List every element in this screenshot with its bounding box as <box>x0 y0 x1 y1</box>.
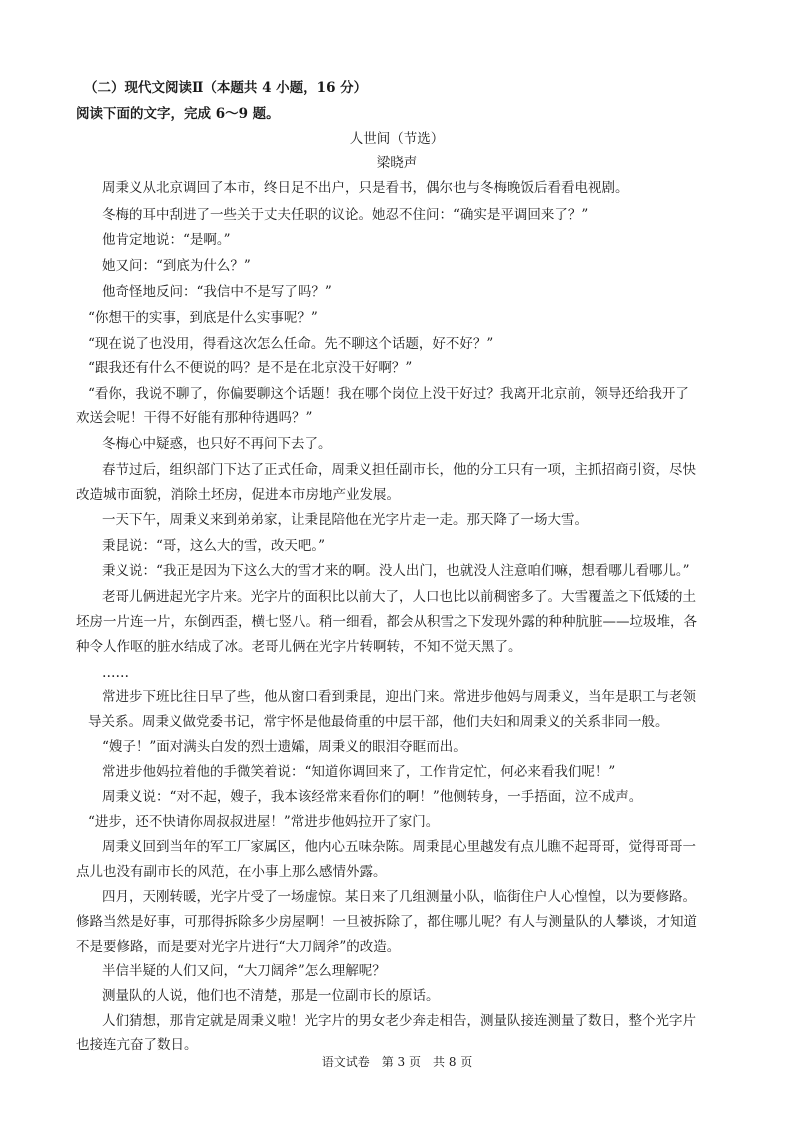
passage-line: 一天下午，周秉义来到弟弟家，让秉昆陪他在光字片走一走。那天降了一场大雪。 <box>102 512 588 528</box>
passage-line: 周秉义从北京调回了本市，终日足不出户，只是看书，偶尔也与冬梅晚饭后看看电视剧。 <box>102 180 629 196</box>
passage-line: 不是要修路，而是要对光字片进行“大刀阔斧”的改造。 <box>76 939 401 955</box>
passage-line: 常进步他妈拉着他的手微笑着说：“知道你调回来了，工作肯定忙，何必来看我们呢！” <box>102 764 616 780</box>
passage-line: 种令人作呕的脏水结成了冰。老哥儿俩在光字片转啊转，不知不觉天黑了。 <box>76 639 522 655</box>
passage-line: “进步，还不快请你周叔叔进屋！”常进步他妈拉开了家门。 <box>88 814 440 830</box>
page-footer: 语文试卷 第 3 页 共 8 页 <box>321 1055 473 1069</box>
passage-line: 冬梅的耳中刮进了一些关于丈夫任职的议论。她忍不住问：“确实是平调回来了？” <box>102 207 589 223</box>
section-heading: （二）现代文阅读Ⅱ（本题共 4 小题，16 分） <box>84 80 368 96</box>
passage-line: 导关系。周秉义做党委书记，常宇怀是他最倚重的中层干部，他们夫妇和周秉义的关系非同一般。 <box>88 714 669 730</box>
passage-line: 周秉义回到当年的军工厂家属区，他内心五味杂陈。周秉昆心里越发有点儿瞧不起哥哥，觉得哥哥一 <box>102 839 696 855</box>
passage-title: 人世间（节选） <box>349 131 445 147</box>
passage-line: 秉昆说：“哥，这么大的雪，改天吧。” <box>102 538 326 554</box>
passage-line: 修路当然是好事，可那得拆除多少房屋啊！一旦被拆除了，都住哪儿呢？有人与测量队的人攀谈，才知道 <box>76 914 697 930</box>
passage-line: “看你，我说不聊了，你偏要聊这个话题！我在哪个岗位上没干好过？我离开北京前，领导还给我开了 <box>88 386 689 402</box>
passage-line: “嫂子！”面对满头白发的烈士遗孀，周秉义的眼泪夺眶而出。 <box>102 739 467 755</box>
passage-line: 也接连亢奋了数日。 <box>76 1037 198 1053</box>
passage-line: 冬梅心中疑惑，也只好不再问下去了。 <box>102 436 332 452</box>
passage-line: 点儿也没有副市长的风范，在小事上那么感情外露。 <box>76 864 387 880</box>
passage-line: 她又问：“到底为什么？” <box>102 258 251 274</box>
passage-line: “现在说了也没用，得看这次怎么任命。先不聊这个话题，好不好？” <box>88 336 494 352</box>
passage-line: “跟我还有什么不便说的吗？是不是在北京没干好啊？” <box>88 360 413 376</box>
passage-line: 欢送会呢！干得不好能有那种待遇吗？” <box>76 410 313 426</box>
passage-line: 周秉义说：“对不起，嫂子，我本该经常来看你们的啊！”他侧转身，一手捂面，泣不成声。 <box>102 789 643 805</box>
passage-line: …… <box>102 665 129 681</box>
passage-line: 春节过后，组织部门下达了正式任命，周秉义担任副市长，他的分工只有一项，主抓招商引资，尽快 <box>102 462 696 478</box>
passage-line: 他肯定地说：“是啊。” <box>102 232 231 248</box>
passage-line: 坯房一片连一片，东倒西歪，横七竖八。稍一细看，都会从积雪之下发现外露的种种肮脏——垃圾堆，各 <box>76 614 697 630</box>
passage-line: “你想干的实事，到底是什么实事呢？” <box>88 310 318 326</box>
passage-line: 秉义说：“我正是因为下这么大的雪才来的啊。没人出门，也就没人注意咱们嘛，想看哪儿看哪儿。” <box>102 563 690 579</box>
passage-line: 四月，天刚转暖，光字片受了一场虚惊。某日来了几组测量小队，临街住户人心惶惶，以为要修路。 <box>102 889 696 905</box>
passage-author: 梁晓声 <box>376 155 418 171</box>
passage-line: 测量队的人说，他们也不清楚，那是一位副市长的原话。 <box>102 988 440 1004</box>
passage-line: 常进步下班比往日早了些，他从窗口看到秉昆，迎出门来。常进步他妈与周秉义，当年是职工与老领 <box>102 689 696 705</box>
passage-line: 他奇怪地反问：“我信中不是写了吗？” <box>102 284 332 300</box>
passage-line: 人们猜想，那肯定就是周秉义啦！光字片的男女老少奔走相告，测量队接连测量了数日，整个光字片 <box>102 1013 696 1029</box>
passage-line: 半信半疑的人们又问，“大刀阔斧”怎么理解呢？ <box>102 963 386 979</box>
passage-line: 老哥儿俩进起光字片来。光字片的面积比以前大了，人口也比以前稠密多了。大雪覆盖之下低矮的土 <box>102 589 696 605</box>
instruction-text: 阅读下面的文字，完成 6～9 题。 <box>76 106 280 122</box>
passage-line: 改造城市面貌，消除土坯房，促进本市房地产业发展。 <box>76 487 400 503</box>
